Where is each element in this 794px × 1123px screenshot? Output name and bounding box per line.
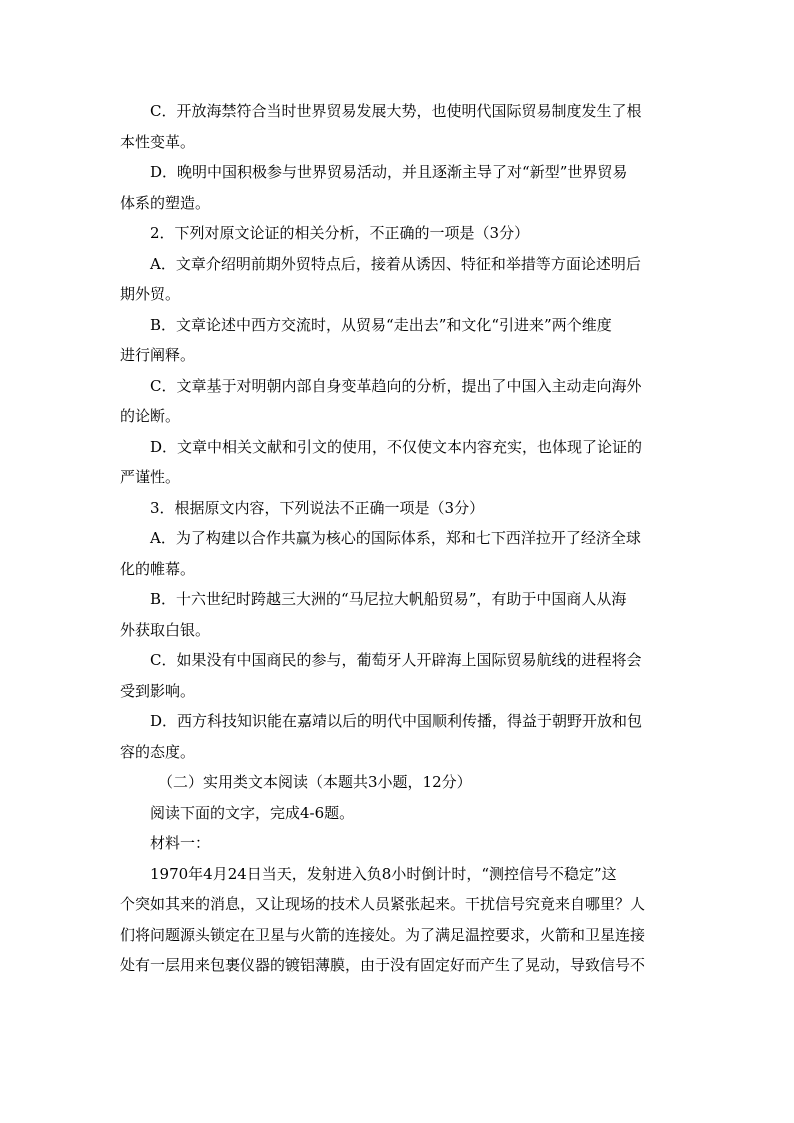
text-line: 1970年4月24日当天，发射进入负8小时倒计时，“测控信号不稳定”这	[150, 864, 617, 883]
text-line: D．文章中相关文献和引文的使用，不仅使文本内容充实，也体现了论证的	[150, 437, 643, 456]
text-line: 个突如其来的消息，又让现场的技术人员紧张起来。干扰信号究竟来自哪里？人	[120, 895, 646, 913]
text-line: 严谨性。	[120, 468, 181, 486]
text-line: C．文章基于对明朝内部自身变革趋向的分析，提出了中国入主动走向海外	[150, 376, 642, 395]
text-line: 2．下列对原文论证的相关分析，不正确的一项是（3分）	[150, 224, 530, 242]
document-page	[120, 96, 672, 981]
text-line: 外获取白银。	[120, 620, 211, 639]
text-line: D．西方科技知识能在嘉靖以后的明代中国顺利传播，得益于朝野开放和包	[150, 712, 643, 730]
text-line: 本性变革。	[120, 132, 196, 151]
text-line: 的论断。	[120, 407, 181, 425]
text-line: C．开放海禁符合当时世界贸易发展大势，也使明代国际贸易制度发生了根	[150, 102, 642, 120]
text-line: 处有一层用来包裹仪器的镀铝薄膜，由于没有固定好而产生了晃动，导致信号不	[120, 956, 646, 974]
text-line: 体系的塑造。	[120, 193, 211, 212]
text-line: B．十六世纪时跨越三大洲的“马尼拉大帆船贸易”，有助于中国商人从海	[150, 590, 627, 608]
text-line: 期外贸。	[120, 285, 181, 303]
text-line: 受到影响。	[120, 681, 196, 700]
text-line: （二）实用类文本阅读（本题共3小题，12分）	[158, 773, 472, 791]
text-line: 3．根据原文内容，下列说法不正确一项是（3分）	[150, 498, 485, 517]
text-line: 材料一：	[150, 834, 211, 852]
text-line: D．晚明中国积极参与世界贸易活动，并且逐渐主导了对“新型”世界贸易	[150, 163, 628, 181]
text-line: 们将问题源头锁定在卫星与火箭的连接处。为了满足温控要求，火箭和卫星连接	[120, 925, 646, 944]
text-line: 阅读下面的文字，完成4-6题。	[150, 803, 355, 822]
text-line: B．文章论述中西方交流时，从贸易“走出去”和文化“引进来”两个维度	[150, 315, 612, 334]
text-line: 容的态度。	[120, 742, 196, 761]
text-line: A．文章介绍明前期外贸特点后，接着从诱因、特征和举措等方面论述明后	[150, 254, 641, 273]
text-line: C．如果没有中国商民的参与，葡萄牙人开辟海上国际贸易航线的进程将会	[150, 651, 642, 669]
text-line: 进行阐释。	[120, 346, 196, 364]
text-line: A．为了构建以合作共赢为核心的国际体系，郑和七下西洋拉开了经济全球	[150, 529, 641, 547]
text-line: 化的帷幕。	[120, 559, 196, 578]
